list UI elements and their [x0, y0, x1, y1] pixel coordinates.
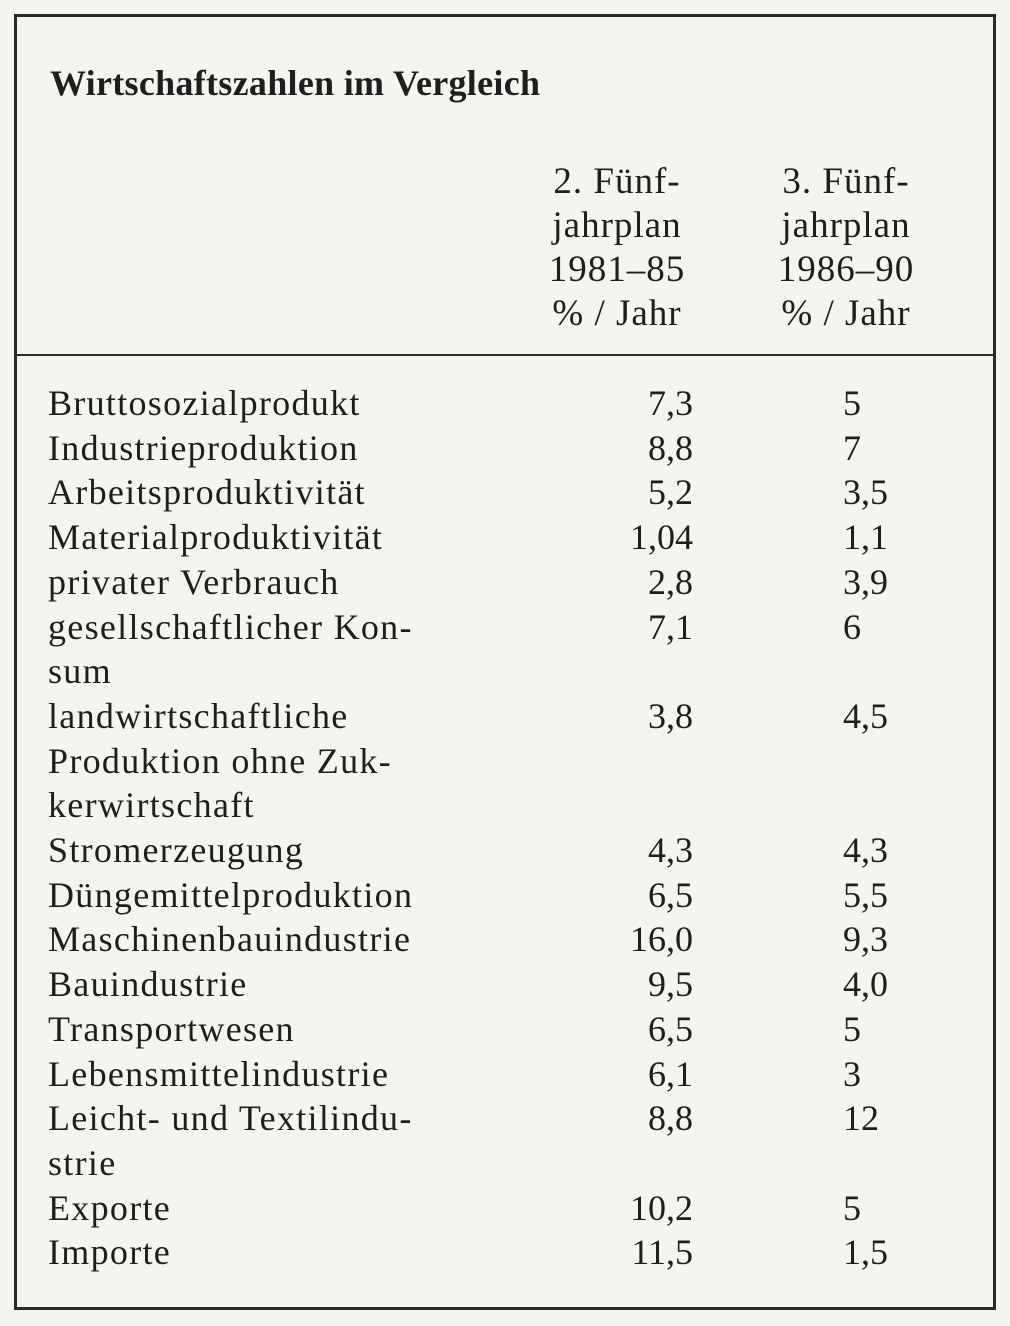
value-plan-2: 6,1	[648, 1053, 693, 1094]
table-row	[48, 1007, 948, 1052]
row-label-line: landwirtschaftliche	[48, 695, 349, 736]
value-plan-2: 10,2	[630, 1187, 693, 1228]
value-plan-3: 5	[843, 1187, 861, 1228]
value-plan-3: 3,5	[843, 472, 888, 513]
table-title: Wirtschaftszahlen im Vergleich	[50, 63, 541, 103]
column-header-plan-3	[746, 160, 946, 336]
row-label-line: Lebensmittelindustrie	[48, 1053, 390, 1094]
value-plan-3: 12	[843, 1098, 879, 1139]
table-row	[48, 381, 948, 426]
column-header-line: jahrplan	[781, 205, 911, 246]
row-label	[48, 917, 518, 962]
value-plan-3: 7	[843, 427, 861, 468]
row-label	[48, 426, 518, 471]
row-label-line: Produktion ohne Zuk-	[48, 740, 392, 781]
table-row	[48, 515, 948, 560]
value-plan-2: 5,2	[648, 472, 693, 513]
value-plan-3: 3	[843, 1053, 861, 1094]
value-plan-2: 3,8	[648, 695, 693, 736]
table-row	[48, 560, 948, 605]
value-plan-2: 9,5	[648, 964, 693, 1005]
row-label	[48, 1230, 518, 1275]
value-plan-3: 5	[843, 383, 861, 423]
table-row	[48, 1186, 948, 1231]
column-header-line: % / Jahr	[552, 293, 682, 334]
row-label-line: Transportwesen	[48, 1008, 295, 1049]
value-plan-3: 3,9	[843, 561, 888, 602]
row-label-line: sum	[48, 651, 112, 692]
value-plan-2: 8,8	[648, 427, 693, 468]
row-label-line: Stromerzeugung	[48, 830, 305, 871]
value-plan-2: 6,5	[648, 874, 693, 915]
table-row	[48, 828, 948, 873]
value-plan-3: 6	[843, 606, 861, 647]
table-row	[48, 1052, 948, 1097]
value-plan-3: 1,5	[843, 1232, 888, 1273]
value-plan-2: 1,04	[630, 517, 693, 558]
table-row	[48, 962, 948, 1007]
row-label-line: Maschinenbauindustrie	[48, 919, 412, 960]
table-row	[48, 917, 948, 962]
column-header-line: 3. Fünf-	[782, 161, 910, 202]
value-plan-2: 11,5	[631, 1232, 693, 1273]
table-row	[48, 426, 948, 471]
value-plan-3: 5,5	[843, 874, 888, 915]
table-row	[48, 470, 948, 515]
row-label-line: Industrieproduktion	[48, 427, 359, 468]
row-label	[48, 515, 518, 560]
row-label-line: Bruttosozialprodukt	[48, 383, 361, 423]
value-plan-3: 4,5	[843, 695, 888, 736]
row-label-line: privater Verbrauch	[48, 561, 340, 602]
value-plan-2: 2,8	[648, 561, 693, 602]
value-plan-2: 8,8	[648, 1098, 693, 1139]
row-label	[48, 1096, 518, 1185]
row-label-line: gesellschaftlicher Kon-	[48, 606, 413, 647]
value-plan-3: 1,1	[843, 517, 888, 558]
row-label	[48, 470, 518, 515]
value-plan-3: 4,3	[843, 830, 888, 871]
row-label	[48, 560, 518, 605]
row-label-line: strie	[48, 1142, 117, 1183]
table-row	[48, 694, 948, 828]
row-label	[48, 828, 518, 873]
column-header-line: % / Jahr	[781, 293, 911, 334]
row-label	[48, 1052, 518, 1097]
column-header-line: 1981–85	[548, 249, 686, 290]
table-row	[48, 605, 948, 694]
value-plan-2: 6,5	[648, 1008, 693, 1049]
value-plan-2: 7,3	[648, 383, 693, 423]
row-label	[48, 1007, 518, 1052]
column-header-plan-2	[517, 160, 717, 336]
table-row	[48, 1096, 948, 1185]
value-plan-3: 5	[843, 1008, 861, 1049]
row-label	[48, 694, 518, 828]
column-header-line: jahrplan	[552, 205, 682, 246]
row-label-line: Arbeitsproduktivität	[48, 472, 366, 513]
row-label-line: Bauindustrie	[48, 964, 248, 1005]
table-row	[48, 873, 948, 918]
value-plan-2: 16,0	[630, 919, 693, 960]
table-row	[48, 1230, 948, 1275]
row-label-line: Materialproduktivität	[48, 517, 384, 558]
value-plan-2: 4,3	[648, 830, 693, 871]
value-plan-3: 9,3	[843, 919, 888, 960]
value-plan-3: 4,0	[843, 964, 888, 1005]
row-label	[48, 1186, 518, 1231]
header-divider	[17, 354, 993, 356]
row-label-line: Exporte	[48, 1187, 172, 1228]
value-plan-2: 7,1	[648, 606, 693, 647]
column-header-line: 1986–90	[777, 249, 915, 290]
column-header-line: 2. Fünf-	[553, 161, 681, 202]
row-label-line: Düngemittelproduktion	[48, 874, 414, 915]
row-label	[48, 962, 518, 1007]
row-label	[48, 605, 518, 694]
row-label-line: kerwirtschaft	[48, 785, 255, 826]
row-label	[48, 873, 518, 918]
row-label-line: Importe	[48, 1232, 172, 1273]
row-label-line: Leicht- und Textilindu-	[48, 1098, 413, 1139]
table-body	[48, 381, 948, 1275]
row-label	[48, 381, 518, 426]
